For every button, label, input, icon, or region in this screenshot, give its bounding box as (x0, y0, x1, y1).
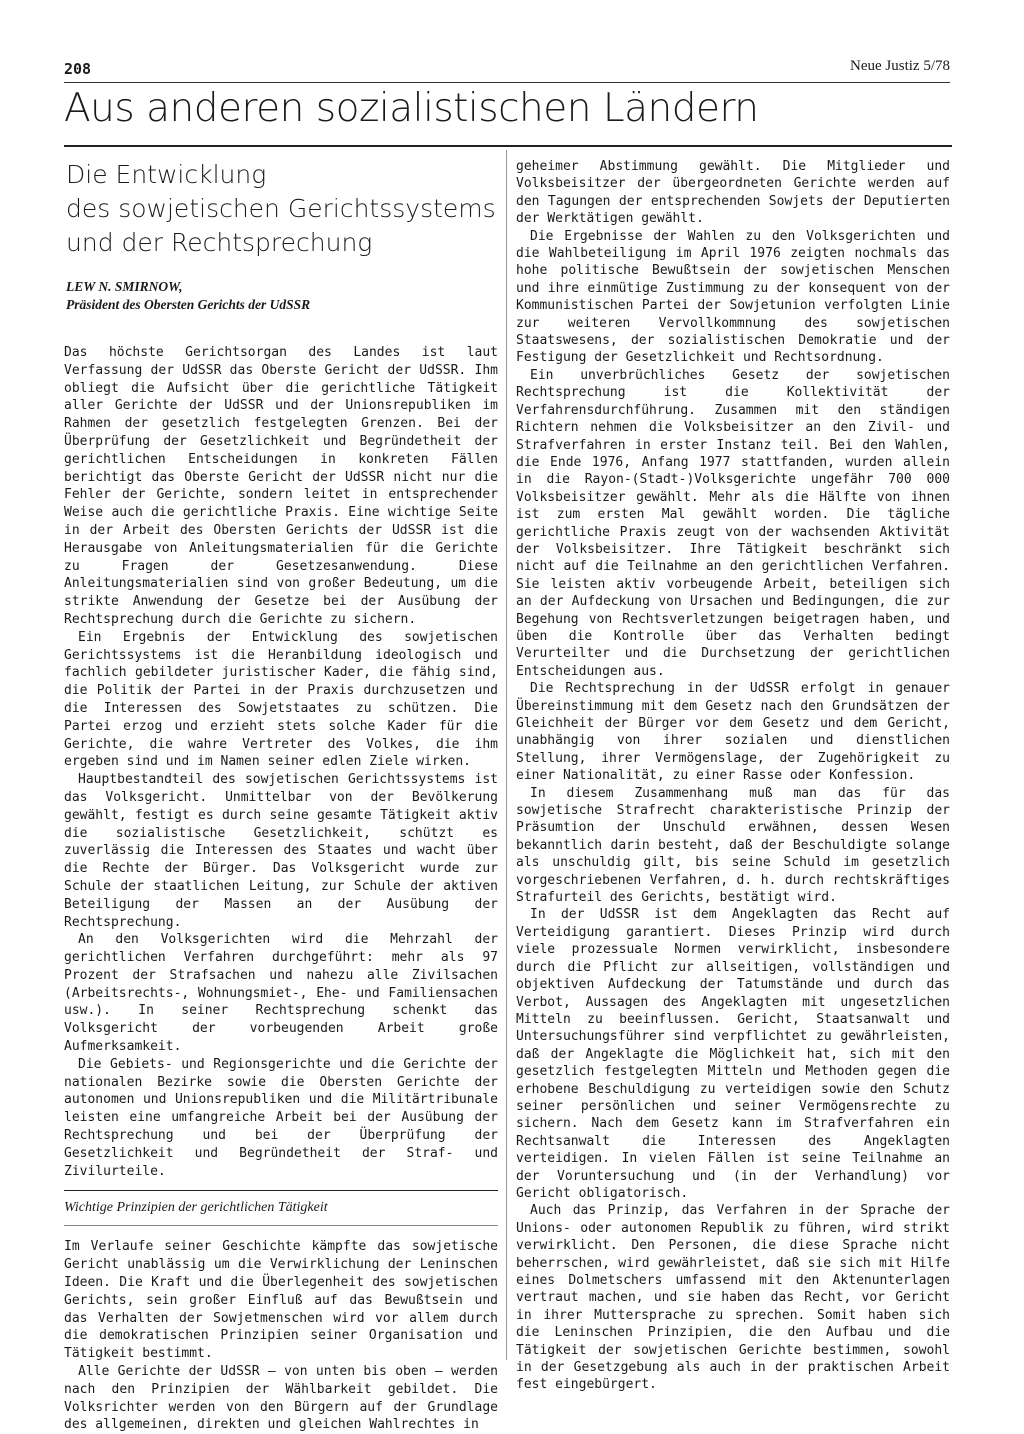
paragraph: In der UdSSR ist dem Angeklagten das Recht auf Verteidigung garantiert. Dieses Prinzip wird durch viele prozessuale Normen verwirklicht, insbesondere durch die Pflicht zur allseitigen, vollständigen und objektiven Aufdeckung der Tatumstände und durch das Verbot, Aussagen des Angeklagten mit ungesetzlichen Mitteln zu beeinflussen. Gericht, Staatsanwalt und Untersuchungsführer sind verpflichtet zu gewährleisten, daß der Angeklagte die Möglichkeit hat, sich mit den gesetzlich festgelegten Mitteln und Methoden gegen die erhobene Beschuldigung zu verteidigen sowie den Schutz seiner persönlichen und seiner Vermögensrechte zu sichern. Nach dem Gesetz kann im Strafverfahren ein Rechtsanwalt die Interessen des Angeklagten verteidigen. In vielen Fällen ist seine Teilnahme an der Voruntersuchung und (in der Verhandlung) vor Gericht obligatorisch. (516, 907, 950, 1201)
section-title: Aus anderen sozialistischen Ländern (64, 86, 759, 131)
subheading-box (64, 1190, 498, 1226)
right-column (516, 158, 950, 1394)
subheading: Wichtige Prinzipien der gerichtlichen Tätigkeit (64, 1200, 328, 1216)
paragraph: Die Rechtsprechung in der UdSSR erfolgt in genauer Übereinstimmung mit dem Gesetz nach den Grundsätzen der Gleichheit der Bürger vor dem Gesetz und dem Gericht, unabhängig von ihrer sozialen und dienstlichen Stellung, ihrer Vermögenslage, der Zugehörigkeit zu einer Nationalität, zu einer Rasse oder Konfession. (516, 681, 950, 784)
page-number: 208 (64, 60, 92, 78)
column-divider (506, 150, 507, 1360)
left-column (64, 344, 498, 1434)
page-header (64, 56, 950, 83)
paragraph: Das höchste Gerichtsorgan des Landes ist laut Verfassung der UdSSR das Oberste Gericht der UdSSR. Ihm obliegt die Aufsicht über die gerichtliche Tätigkeit aller Gerichte der UdSSR und der Unionsrepubliken im Rahmen der gesetzlich festgelegten Grenzen. Bei der Überprüfung der Gesetzlichkeit und Begründetheit der gerichtlichen Entscheidungen in konkreten Fällen berichtigt das Oberste Gericht der UdSSR nicht nur die Fehler der Gerichte, sondern leitet in entsprechender Weise auch die gerichtliche Praxis. Eine wichtige Seite in der Arbeit des Obersten Gerichts der UdSSR ist die Herausgabe von Anleitungsmaterialien für die Gerichte zu Fragen der Gesetzesanwendung. Diese Anleitungsmaterialien sind von großer Bedeutung, um die strikte Anwendung der Gesetze bei der Ausübung der Rechtsprechung durch die Gerichte zu sichern. (64, 345, 498, 627)
title-rule (64, 145, 952, 147)
article-title-line: und der Rechtsprechung (66, 228, 373, 257)
paragraph: Die Ergebnisse der Wahlen zu den Volksgerichten und die Wahlbeteiligung im April 1976 zeigten nochmals das hohe politische Bewußtsein der sowjetischen Menschen und ihre einmütige Zustimmung zu der konsequent von der Kommunistischen Partei der Sowjetunion verfolgten Linie zur weiteren Vervollkommnung des sowjetischen Staatswesens, der sozialistischen Demokratie und der Festigung der Gesetzlichkeit und Rechtsordnung. (516, 228, 950, 366)
paragraph: Hauptbestandteil des sowjetischen Gerichtssystems ist das Volksgericht. Unmittelbar von der Bevölkerung gewählt, festigt es durch seine gesamte Tätigkeit aktiv die sozialistische Gesetzlichkeit, schützt es zuverlässig die Interessen des Staates und wacht über die Rechte der Bürger. Das Volksgericht wurde zur Schule der staatlichen Leitung, zur Schule der aktiven Beteiligung der Massen an der Ausübung der Rechtsprechung. (64, 772, 498, 930)
author-name: LEW N. SMIRNOW, (66, 279, 183, 294)
journal-issue: Neue Justiz 5/78 (850, 58, 950, 74)
paragraph: Auch das Prinzip, das Verfahren in der Sprache der Unions- oder autonomen Republik zu führen, wird strikt verwirklicht. Den Personen, die diese Sprache nicht beherrschen, wird gewährleistet, daß sie sich mit Hilfe eines Dolmetschers umfassend mit den Aktenunterlagen vertraut machen, und sie haben das Recht, vor Gericht in ihrer Muttersprache zu sprechen. Somit haben sich die Leninschen Prinzipien, die den Aufbau und die Tätigkeit der sowjetischen Gerichte bestimmen, sowohl in der Gesetzgebung als auch in der praktischen Arbeit fest eingebürgert. (516, 1203, 950, 1393)
paragraph: Die Gebiets- und Regionsgerichte und die Gerichte der nationalen Bezirke sowie die Obersten Gerichte der autonomen und Unionsrepubliken und die Militärtribunale leisten eine umfangreiche Arbeit bei der Ausübung der Rechtsprechung und bei der Überprüfung der Gesetzlichkeit und Begründetheit der Straf- und Zivilurteile. (64, 1056, 498, 1179)
paragraph: geheimer Abstimmung gewählt. Die Mitglieder und Volksbeisitzer der übergeordneten Gerichte werden auf den Tagungen der entsprechenden Sowjets der Deputierten der Werktätigen gewählt. (516, 159, 950, 227)
paragraph: Im Verlaufe seiner Geschichte kämpfte das sowjetische Gericht unablässig um die Verwirklichung der Leninschen Ideen. Die Kraft und die Überlegenheit des sowjetischen Gerichts, sein großer Einfluß auf das Bewußtsein und das Verhalten der Sowjetmenschen wird vor allem durch die demokratischen Prinzipien seiner Organisation und Tätigkeit bestimmt. (64, 1239, 498, 1362)
paragraph: In diesem Zusammenhang muß man das für das sowjetische Strafrecht charakteristische Prinzip der Präsumtion der Unschuld erwähnen, dessen Wesen bekanntlich darin besteht, daß der Beschuldigte solange als unschuldig gilt, bis seine Schuld im gesetzlich vorgeschriebenen Verfahren, d. h. durch rechtskräftiges Strafurteil des Gerichts, bestätigt wird. (516, 785, 950, 906)
paragraph: An den Volksgerichten wird die Mehrzahl der gerichtlichen Verfahren durchgeführt: mehr als 97 Prozent der Strafsachen und nahezu alle Zivilsachen (Arbeitsrechts-, Wohnungsmiet-, Ehe- und Familiensachen usw.). In seiner Rechtsprechung schenkt das Volksgericht der vorbeugenden Arbeit große Aufmerksamkeit. (64, 932, 498, 1055)
author-role: Präsident des Obersten Gerichts der UdSSR (66, 297, 311, 312)
paragraph: Alle Gerichte der UdSSR — von unten bis oben — werden nach den Prinzipien der Wählbarkeit gebildet. Die Volksrichter werden von den Bürgern auf der Grundlage des allgemeinen, direkten und gleichen Wahlrechtes in (64, 1364, 498, 1433)
article-title (66, 158, 496, 260)
paragraph: Ein unverbrüchliches Gesetz der sowjetischen Rechtsprechung ist die Kollektivität der Verfahrensdurchführung. Zusammen mit den ständigen Richtern nehmen die Volksbeisitzer an den Zivil- und Strafverfahren in erster Instanz teil. Bei den Wahlen, die Ende 1976, Anfang 1977 stattfanden, wurden allein in die Rayon-(Stadt-)Volksgerichte ungefähr 700 000 Volksbeisitzer gewählt. Mehr als die Hälfte von ihnen ist zum ersten Mal gewählt worden. Die tägliche gerichtliche Praxis zeugt von der wachsenden Aktivität der Volksbeisitzer. Ihre Tätigkeit beschränkt sich nicht auf die Teilnahme an den gerichtlichen Verfahren. Sie leisten aktiv vorbeugende Arbeit, beteiligen sich an der Aufdeckung von Ursachen und Bedingungen, die zur Begehung von Rechtsverletzungen beigetragen haben, und üben die Kontrolle über das Verhalten bedingt Verurteilter und die Durchsetzung der gerichtlichen Entscheidungen aus. (516, 367, 950, 679)
paragraph: Ein Ergebnis der Entwicklung des sowjetischen Gerichtssystems ist die Heranbildung ideologisch und fachlich gebildeter juristischer Kader, die fähig sind, die Politik der Partei in der Praxis durchzusetzen und die Interessen des Sowjetstaates zu schützen. Die Partei erzog und erzieht stets solche Kader für die Gerichte, die wahre Vertreter des Volkes, die ihm ergeben sind und im Namen seiner edlen Ziele wirken. (64, 629, 498, 770)
article-title-line: des sowjetischen Gerichtssystems (66, 194, 496, 223)
article-title-line: Die Entwicklung (66, 160, 267, 189)
author-byline (66, 278, 496, 314)
